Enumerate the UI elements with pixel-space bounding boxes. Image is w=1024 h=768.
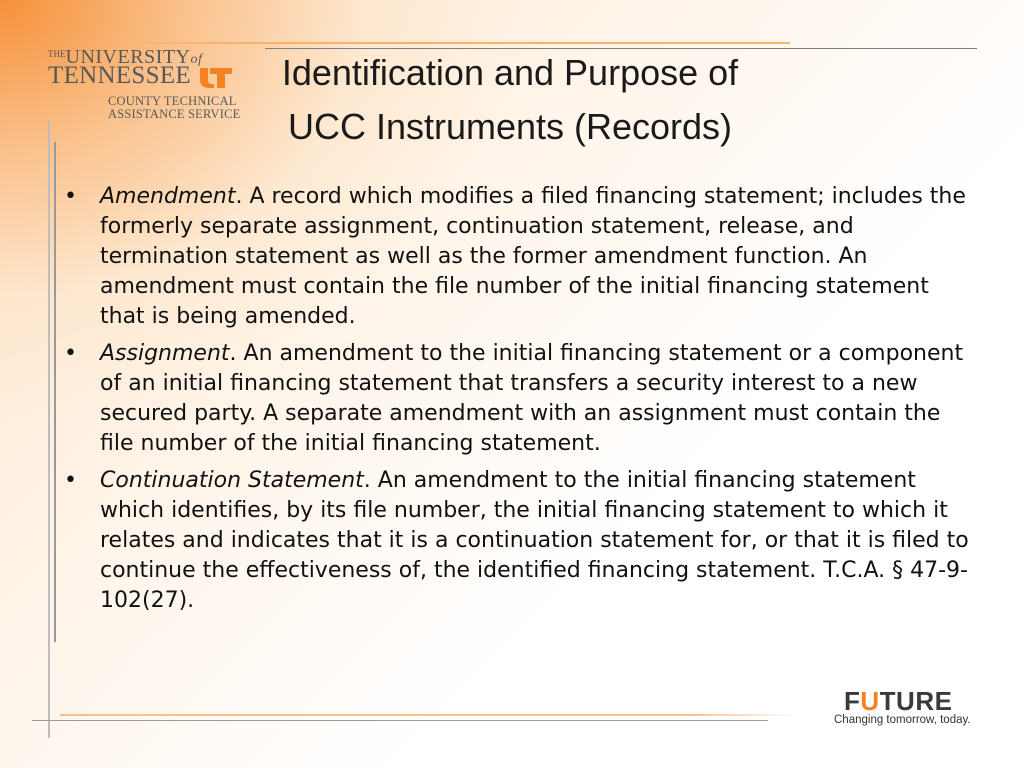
bullet-text: . A record which modifies a filed financing statement; includes the formerly separate assignment, continuation statement, release, and termination statement as well as the former amendment function. An amendment must contain the file number of the initial financing statement that is being amended. bbox=[100, 184, 966, 329]
logo-tennessee: TENNESSEE bbox=[48, 62, 191, 89]
slide-title-line2: UCC Instruments (Records) bbox=[287, 106, 733, 147]
logo-university: UNIVERSITY bbox=[65, 46, 191, 68]
bullet-term: Amendment bbox=[100, 184, 236, 209]
future-tagline: Changing tomorrow, today. bbox=[834, 714, 971, 726]
bullet-list bbox=[64, 182, 974, 623]
slide-title bbox=[240, 46, 780, 154]
left-vertical-rule bbox=[48, 120, 50, 738]
bullet-dot: • bbox=[64, 468, 77, 493]
future-letter-u: U bbox=[860, 686, 880, 716]
logo-of: of bbox=[190, 52, 203, 67]
bottom-orange-rule bbox=[60, 714, 800, 716]
logo-dept-line2: ASSISTANCE SERVICE bbox=[108, 107, 241, 121]
future-logo bbox=[834, 686, 984, 730]
future-letters-rest: TURE bbox=[879, 686, 953, 716]
bullet-dot: • bbox=[64, 184, 77, 209]
bullet-text: . An amendment to the initial financing statement which identifies, by its file number, the initial financing statement to which it relates and indicates that it is a continuation statement for, or that it is filed to continue the effectiveness of, the identified financing statement. T.C.A. § 47-9-102(27). bbox=[100, 468, 969, 613]
left-vertical-rule-inner bbox=[54, 142, 56, 642]
slide-title-line1: Identification and Purpose of bbox=[281, 52, 739, 93]
bullet-dot: • bbox=[64, 341, 77, 366]
logo-dept-line1: COUNTY TECHNICAL bbox=[108, 94, 237, 108]
bullet-assignment bbox=[64, 339, 974, 459]
bullet-text: . An amendment to the initial financing statement or a component of an initial financing statement that transfers a security interest to a new secured party. A separate amendment with an assignment must contain the file number of the initial financing statement. bbox=[100, 341, 964, 456]
bullet-amendment bbox=[64, 182, 974, 332]
bullet-term: Assignment bbox=[100, 341, 230, 366]
future-wordmark bbox=[844, 686, 952, 717]
ut-ctas-logo bbox=[44, 44, 240, 124]
bullet-continuation-statement bbox=[64, 466, 974, 616]
logo-the: THE bbox=[48, 49, 66, 59]
bullet-term: Continuation Statement bbox=[100, 468, 364, 493]
ut-monogram-icon bbox=[198, 66, 234, 88]
bottom-gray-rule bbox=[32, 720, 768, 721]
future-letter-f: F bbox=[844, 686, 861, 716]
